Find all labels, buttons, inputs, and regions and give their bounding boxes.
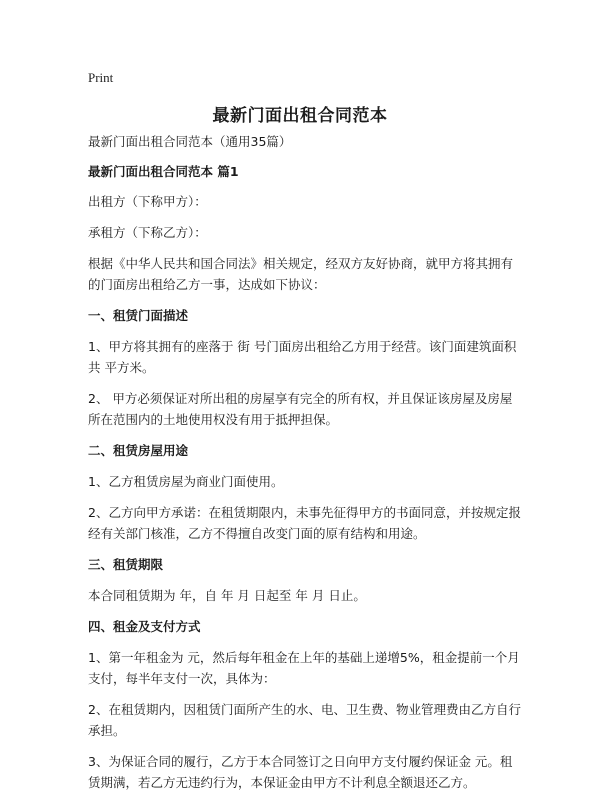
clause-paragraph: 2、乙方向甲方承诺：在租赁期限内，未事先征得甲方的书面同意，并按规定报经有关部门核准，乙方不得擅自改变门面的原有结构和用途。	[88, 505, 521, 541]
intro-paragraph: 根据《中华人民共和国合同法》相关规定，经双方友好协商，就甲方将其拥有的门面房出租给乙方一事，达成如下协议：	[88, 256, 514, 292]
clause-paragraph: 1、第一年租金为 元，然后每年租金在上年的基础上递增5%，租金提前一个月支付，每半年支付一次，具体为：	[88, 650, 520, 686]
lessee-line: 承租方（下称乙方）：	[88, 225, 207, 240]
lessor-line: 出租方（下称甲方）：	[88, 194, 207, 209]
document-title: 最新门面出租合同范本	[212, 106, 388, 126]
section-heading: 四、租金及支付方式	[88, 619, 201, 634]
clause-paragraph: 1、甲方将其拥有的座落于 街 号门面房出租给乙方用于经营。该门面建筑面积共 平方米。	[88, 339, 517, 375]
article-title: 最新门面出租合同范本 篇1	[88, 164, 239, 179]
clause-paragraph: 2、在租赁期内，因租赁门面所产生的水、电、卫生费、物业管理费由乙方自行承担。	[88, 702, 521, 738]
section-heading: 二、租赁房屋用途	[88, 443, 189, 458]
print-link[interactable]: Print	[88, 70, 114, 85]
clause-paragraph: 本合同租赁期为 年，自 年 月 日起至 年 月 日止。	[88, 588, 366, 603]
section-heading: 三、租赁期限	[88, 557, 164, 572]
clause-paragraph: 1、乙方租赁房屋为商业门面使用。	[88, 474, 284, 489]
clause-paragraph: 2、 甲方必须保证对所出租的房屋享有完全的所有权，并且保证该房屋及房屋所在范围内的土地使用权没有用于抵押担保。	[88, 391, 513, 427]
document-subtitle: 最新门面出租合同范本（通用35篇）	[88, 134, 292, 149]
document-body	[88, 131, 524, 803]
clause-paragraph: 3、为保证合同的履行，乙方于本合同签订之日向甲方支付履约保证金 元。租赁期满，若乙方无违约行为，本保证金由甲方不计利息全额退还乙方。	[88, 754, 513, 790]
section-heading: 一、租赁门面描述	[88, 308, 189, 323]
